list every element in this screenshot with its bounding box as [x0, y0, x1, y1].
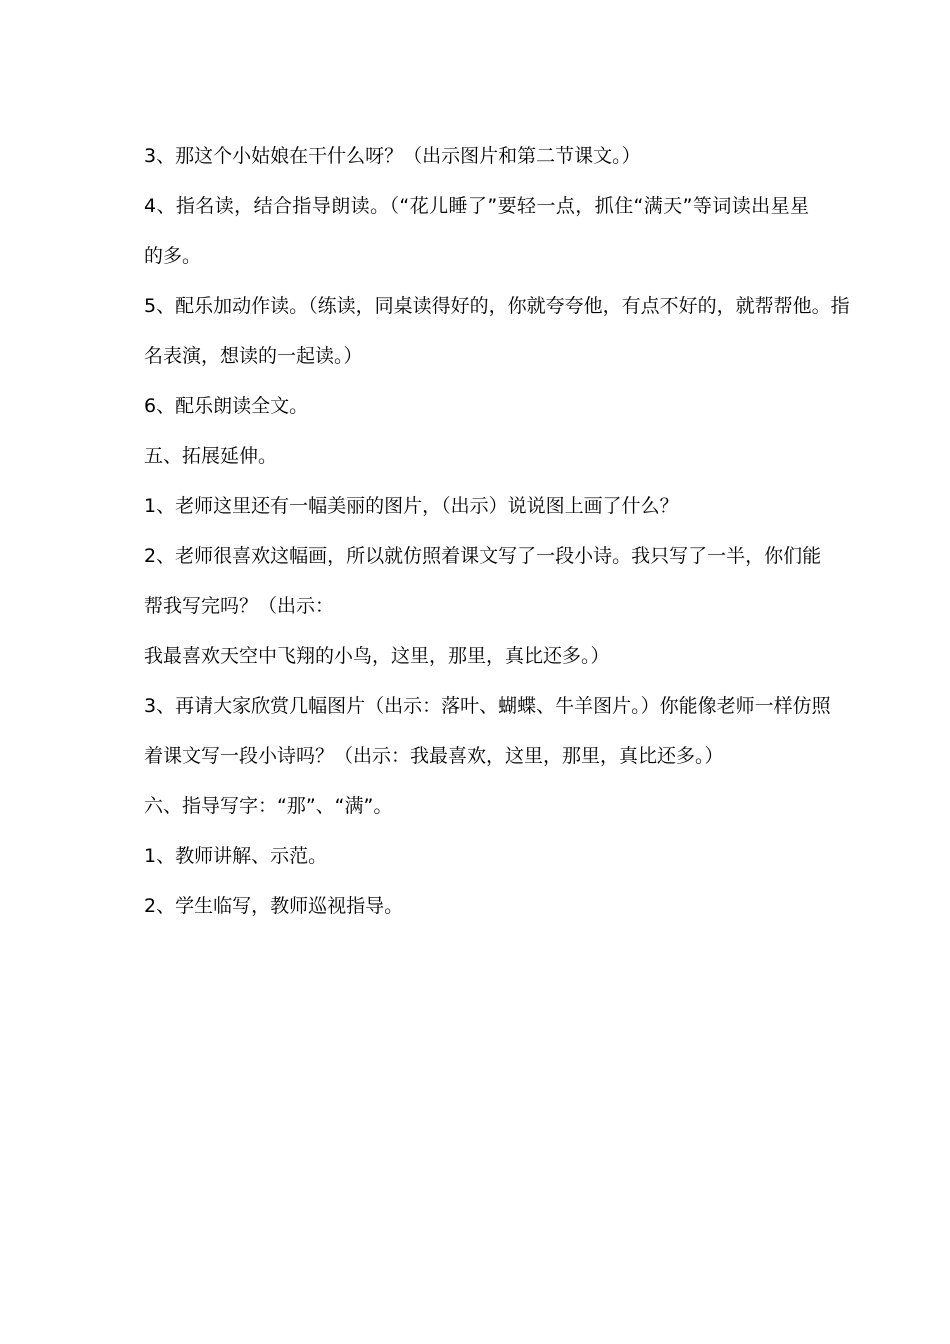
text-line-16: 2、学生临写，教师巡视指导。 — [144, 895, 404, 917]
text-line-5: 名表演，想读的一起读。） — [144, 345, 363, 367]
text-line-12: 3、再请大家欣赏几幅图片（出示：落叶、蝴蝶、牛羊图片。）你能像老师一样仿照 — [144, 695, 831, 717]
text-line-3: 的多。 — [144, 245, 202, 267]
text-line-13: 着课文写一段小诗吗？（出示：我最喜欢，这里，那里，真比还多。） — [144, 745, 724, 767]
text-line-15: 1、教师讲解、示范。 — [144, 845, 328, 867]
text-line-10: 帮我写完吗？（出示： — [144, 595, 335, 617]
section-heading-writing: 六、指导写字：“那”、“满”。 — [144, 795, 393, 817]
section-heading-extension: 五、拓展延伸。 — [144, 445, 278, 467]
text-line-1: 3、那这个小姑娘在干什么呀？（出示图片和第二节课文。） — [144, 145, 641, 167]
text-line-4: 5、配乐加动作读。（练读，同桌读得好的，你就夸夸他，有点不好的，就帮帮他。指 — [144, 295, 850, 317]
lesson-plan-text — [144, 131, 850, 931]
text-line-9: 2、老师很喜欢这幅画，所以就仿照着课文写了一段小诗。我只写了一半，你们能 — [144, 545, 822, 567]
text-line-11: 我最喜欢天空中飞翔的小鸟，这里，那里，真比还多。） — [144, 645, 610, 667]
text-line-8: 1、老师这里还有一幅美丽的图片，（出示）说说图上画了什么？ — [144, 495, 679, 517]
text-line-6: 6、配乐朗读全文。 — [144, 395, 309, 417]
text-line-2: 4、指名读，结合指导朗读。（“花儿睡了”要轻一点，抓住“满天”等词读出星星 — [144, 195, 809, 217]
